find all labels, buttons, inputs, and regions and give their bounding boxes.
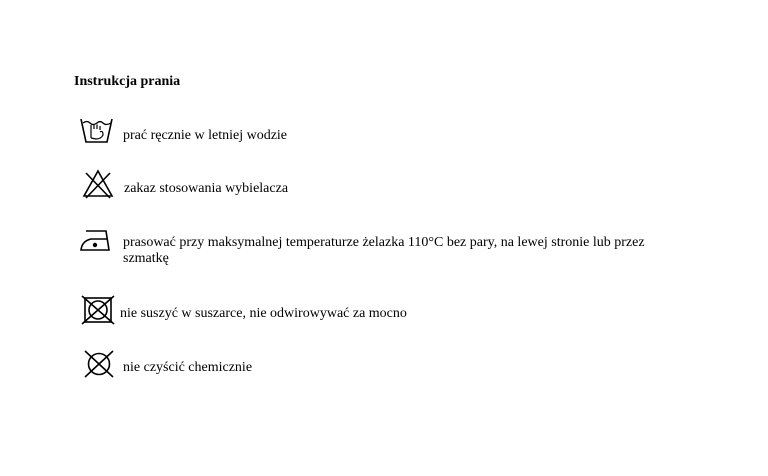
instruction-text-no-dry-clean: nie czyścić chemicznie [123,360,253,375]
instruction-text-no-tumble-dry: nie suszyć w suszarce, nie odwirowywać za mocno [120,306,407,321]
page-title: Instrukcja prania [74,74,181,89]
instruction-text-hand-wash: prać ręcznie w letniej wodzie [123,128,288,143]
instruction-text-no-bleach: zakaz stosowania wybielacza [124,181,289,196]
instruction-text-iron: prasować przy maksymalnej temperaturze żelazka 110°C bez pary, na lewej stronie lub przez szmatkę [123,235,645,266]
no-bleach-icon [82,169,114,199]
iron-low-temperature-icon [79,228,113,254]
hand-wash-icon [80,116,114,144]
no-tumble-dry-icon [80,294,116,326]
no-dry-clean-icon [82,349,116,379]
